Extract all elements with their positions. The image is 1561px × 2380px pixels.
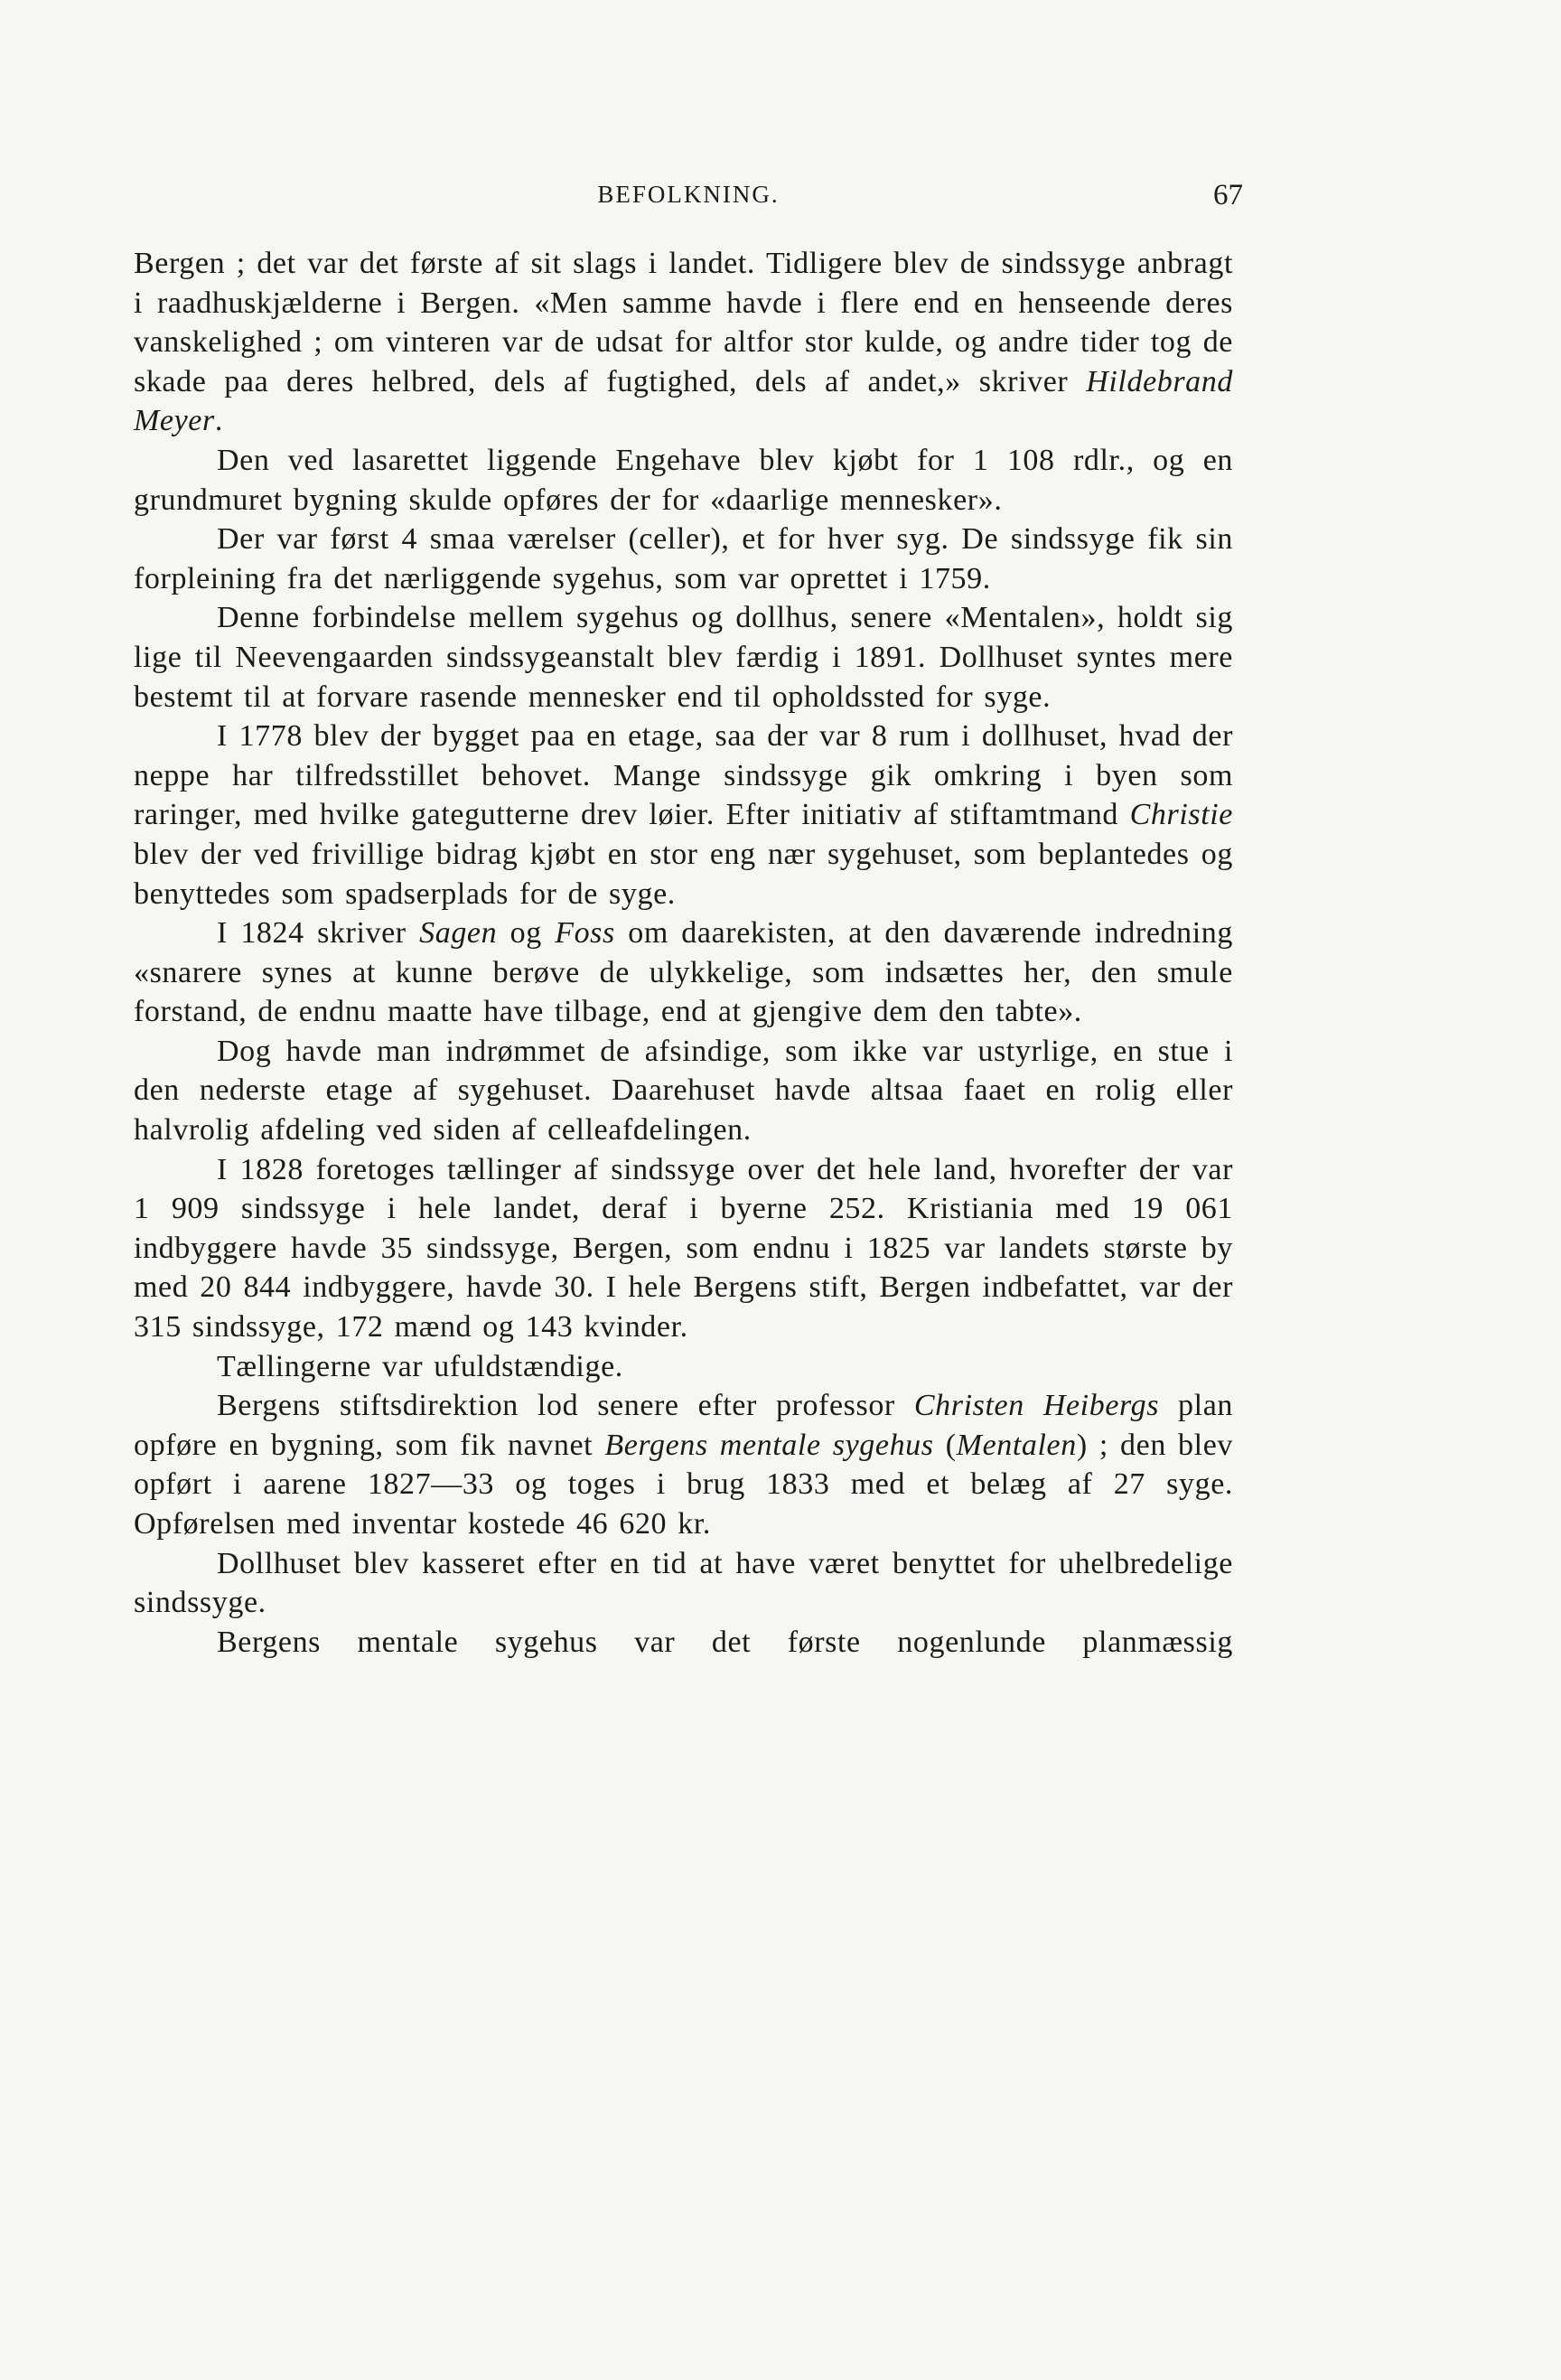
text-run: Bergens stiftsdirektion lod senere efter professor xyxy=(217,1389,914,1423)
text-run: Dollhuset blev kasseret efter en tid at have været benyttet for uhelbredelige sindssyge. xyxy=(134,1546,1233,1620)
text-run: ( xyxy=(933,1428,957,1462)
paragraph xyxy=(134,1386,1233,1543)
text-run: Dog havde man indrømmet de afsindige, som ikke var ustyrlige, en stue i den nederste etage af sygehuset. Daarehuset havde altsaa faaet en rolig eller halvrolig afdeling ved siden af celleafdelingen. xyxy=(134,1034,1233,1148)
text-run: ) ; den blev opført i aarene 1827—33 og toges i brug 1833 med et belæg af 27 syge. Opførelsen med inventar kostede 46 620 kr. xyxy=(134,1428,1233,1541)
text-run: . xyxy=(214,404,223,438)
italic-name: Sagen xyxy=(419,916,498,951)
paragraph xyxy=(134,1150,1233,1347)
text-run: I 1828 foretoges tællinger af sindssyge over det hele land, hvorefter der var 1 909 sindssyge i hele landet, deraf i byerne 252. Kristiania med 19 061 indbyggere havde 35 sindssyge, Bergen, som endnu i 1825 var landets største by med 20 844 indbyggere, havde 30. I hele Bergens stift, Bergen indbefattet, var der 315 sindssyge, 172 mænd og 143 kvinder. xyxy=(134,1152,1233,1345)
text-run: blev der ved frivillige bidrag kjøbt en stor eng nær sygehuset, som beplantedes og benyttedes som spadserplads for de syge. xyxy=(134,837,1233,911)
paragraph xyxy=(134,1032,1233,1150)
italic-name: Mentalen xyxy=(956,1428,1077,1462)
paragraph xyxy=(134,244,1233,441)
paragraph xyxy=(134,1623,1233,1663)
paragraph xyxy=(134,717,1233,914)
running-title: BEFOLKNING. xyxy=(597,181,780,208)
italic-name: Bergens mentale sygehus xyxy=(604,1428,934,1462)
italic-name: Christen Heibergs xyxy=(913,1389,1160,1423)
text-run: om daarekisten, at den daværende indredning «snarere synes at kunne berøve de ulykkelige, som indsættes her, den smule forstand, de endnu maatte have tilbage, end at gjengive dem den tabte». xyxy=(134,916,1233,1029)
text-run: Denne forbindelse mellem sygehus og dollhus, senere «Mentalen», holdt sig lige til Neevengaarden sindssygeanstalt blev færdig i 1891. Dollhuset syntes mere bestemt til at forvare rasende mennesker end til opholdssted for syge. xyxy=(134,601,1233,714)
text-run: Tællingerne var ufuldstændige. xyxy=(217,1349,623,1383)
body-text xyxy=(134,244,1233,1662)
italic-name: Hildebrand Meyer xyxy=(134,364,1233,438)
text-run: I 1778 blev der bygget paa en etage, saa der var 8 rum i dollhuset, hvad der neppe har tilfredsstillet behovet. Mange sindssyge gik omkring i byen som raringer, med hvilke gategutterne drev løier. Efter initiativ af stiftamtmand xyxy=(134,719,1233,832)
page-number: 67 xyxy=(1213,179,1243,211)
text-run: Den ved lasarettet liggende Engehave blev kjøbt for 1 108 rdlr., og en grundmuret bygning skulde opføres der for «daarlige mennesker». xyxy=(134,443,1233,517)
text-run: plan opføre en bygning, som fik navnet xyxy=(134,1389,1233,1462)
text-run: Bergen ; det var det første af sit slags i landet. Tidligere blev de sindssyge anbragt i raadhuskjælderne i Bergen. «Men samme havde i flere end en henseende deres vanskelighed ; om vinteren var de udsat for altfor stor kulde, og andre tider tog de skade paa deres helbred, dels af fugtighed, dels af andet,» skriver xyxy=(134,247,1233,398)
italic-name: Christie xyxy=(1129,798,1233,832)
paragraph xyxy=(134,914,1233,1032)
italic-name: Foss xyxy=(555,916,615,951)
paragraph xyxy=(134,441,1233,520)
paragraph xyxy=(134,1544,1233,1623)
paragraph xyxy=(134,520,1233,598)
paragraph xyxy=(134,598,1233,717)
text-run: I 1824 skriver xyxy=(217,916,420,951)
text-run: Bergens mentale sygehus var det første nogenlunde planmæssig xyxy=(217,1625,1233,1659)
text-run: Der var først 4 smaa værelser (celler), et for hver syg. De sindssyge fik sin forpleining fra det nærliggende sygehus, som var oprettet i 1759. xyxy=(134,522,1233,595)
running-head xyxy=(134,179,1243,215)
paragraph xyxy=(134,1347,1233,1387)
text-run: og xyxy=(497,916,556,951)
